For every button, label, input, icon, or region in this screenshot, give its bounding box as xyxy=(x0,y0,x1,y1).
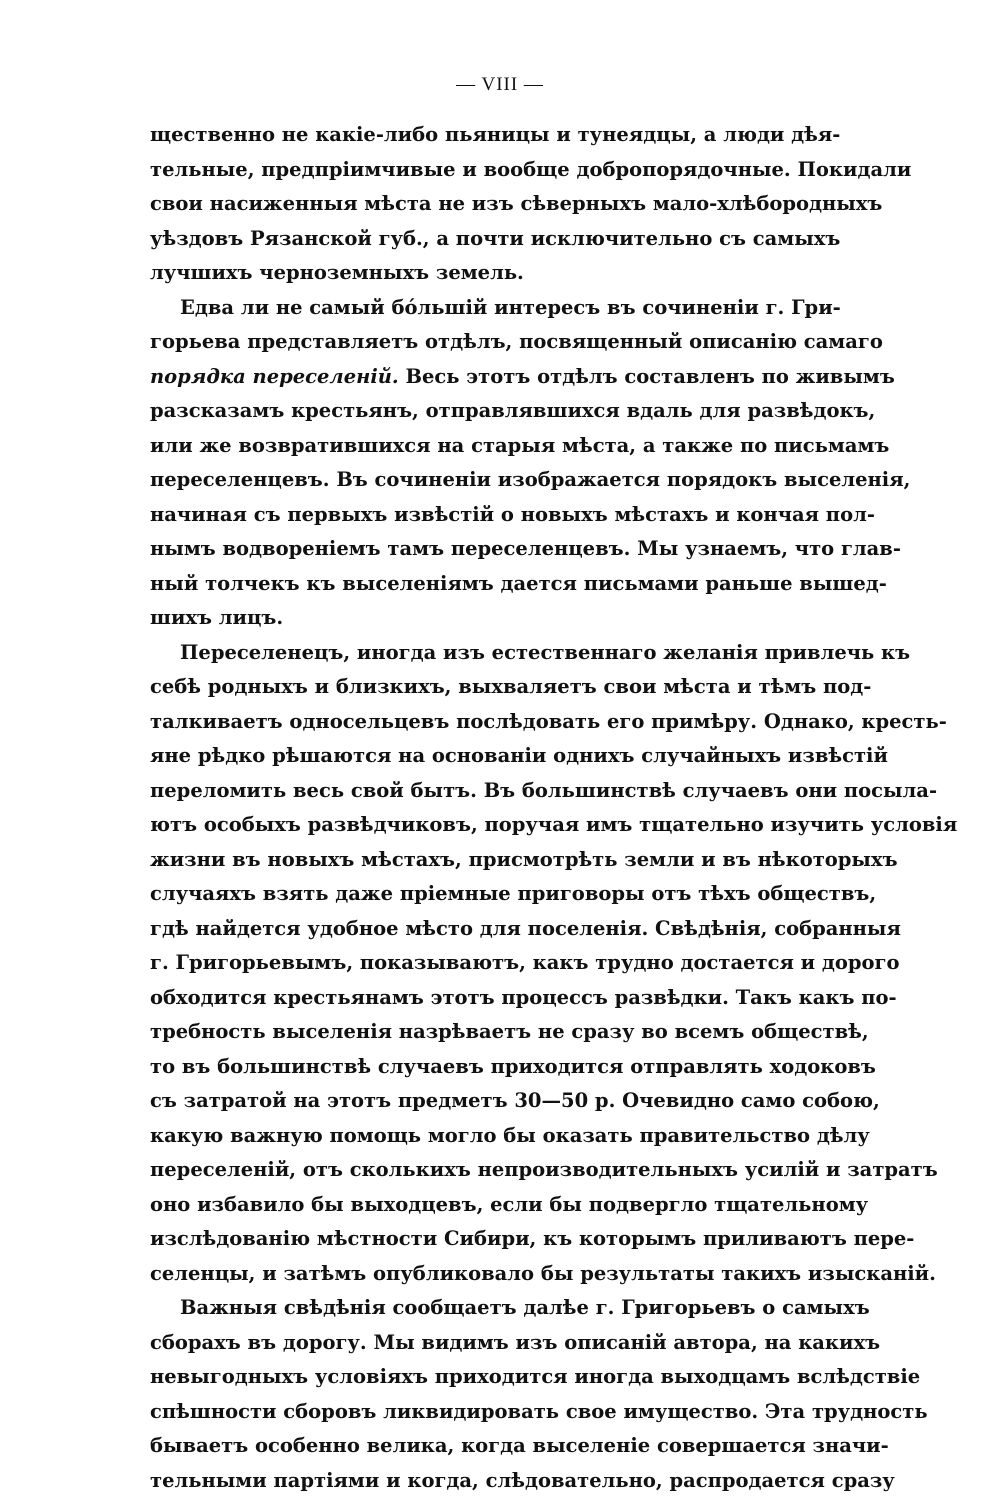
text-line: переломить весь свой бытъ. Въ большинствѣ случаевъ они посыла- xyxy=(150,774,825,809)
text-line: невыгодныхъ условіяхъ приходится иногда выходцамъ вслѣдствіе xyxy=(150,1360,825,1395)
text-line: свои насиженныя мѣста не изъ сѣверныхъ мало-хлѣбородныхъ xyxy=(150,187,825,222)
text-line: тельные, предпріимчивые и вообще добропорядочные. Покидали xyxy=(150,153,825,188)
text-line: спѣшности сборовъ ликвидировать свое имущество. Эта трудность xyxy=(150,1395,825,1430)
text-line: изслѣдованію мѣстности Сибири, къ которымъ приливаютъ пере- xyxy=(150,1222,825,1257)
text-line: щественно не какіе-либо пьяницы и тунеядцы, а люди дѣя- xyxy=(150,118,825,153)
text-line: бываетъ особенно велика, когда выселеніе совершается значи- xyxy=(150,1429,825,1464)
text-line: требность выселенія назрѣваетъ не сразу во всемъ обществѣ, xyxy=(150,1015,825,1050)
emphasized-phrase: порядка переселеній. xyxy=(150,365,399,388)
text-line: то въ большинствѣ случаевъ приходится отправлять ходоковъ xyxy=(150,1050,825,1085)
body-text xyxy=(150,118,825,1498)
text-line: горьева представляетъ отдѣлъ, посвященный описанію самаго xyxy=(150,325,825,360)
text-line: уѣздовъ Рязанской губ., а почти исключительно съ самыхъ xyxy=(150,222,825,257)
text-line: обходится крестьянамъ этотъ процессъ развѣдки. Такъ какъ по- xyxy=(150,981,825,1016)
text-line xyxy=(150,360,825,395)
text-line: тельными партіями и когда, слѣдовательно, распродается сразу xyxy=(150,1464,825,1498)
text-line: ютъ особыхъ развѣдчиковъ, поручая имъ тщательно изучить условія xyxy=(150,808,825,843)
paragraph xyxy=(150,636,825,1292)
text-line: сборахъ въ дорогу. Мы видимъ изъ описаній автора, на какихъ xyxy=(150,1326,825,1361)
text-line: Важныя свѣдѣнія сообщаетъ далѣе г. Григорьевъ о самыхъ xyxy=(150,1291,825,1326)
paragraph xyxy=(150,1291,825,1498)
text-line: какую важную помощь могло бы оказать правительство дѣлу xyxy=(150,1119,825,1154)
text-line: жизни въ новыхъ мѣстахъ, присмотрѣть земли и въ нѣкоторыхъ xyxy=(150,843,825,878)
paragraph xyxy=(150,118,825,291)
text-line: ный толчекъ къ выселеніямъ дается письмами раньше вышед- xyxy=(150,567,825,602)
text-line: начиная съ первыхъ извѣстій о новыхъ мѣстахъ и кончая пол- xyxy=(150,498,825,533)
line-continuation: Весь этотъ отдѣлъ составленъ по живымъ xyxy=(406,365,895,388)
page-number: — VIII — xyxy=(0,74,1000,96)
text-line: г. Григорьевымъ, показываютъ, какъ трудно достается и дорого xyxy=(150,946,825,981)
text-line: талкиваетъ односельцевъ послѣдовать его примѣру. Однако, кресть- xyxy=(150,705,825,740)
text-line: гдѣ найдется удобное мѣсто для поселенія. Свѣдѣнія, собранныя xyxy=(150,912,825,947)
text-line: Переселенецъ, иногда изъ естественнаго желанія привлечь къ xyxy=(150,636,825,671)
text-line: оно избавило бы выходцевъ, если бы подвергло тщательному xyxy=(150,1188,825,1223)
text-line: яне рѣдко рѣшаются на основаніи однихъ случайныхъ извѣстій xyxy=(150,739,825,774)
text-line: шихъ лицъ. xyxy=(150,601,825,636)
text-line: переселенцевъ. Въ сочиненіи изображается порядокъ выселенія, xyxy=(150,463,825,498)
text-line: переселеній, отъ сколькихъ непроизводительныхъ усилій и затратъ xyxy=(150,1153,825,1188)
paragraph xyxy=(150,291,825,636)
text-line: нымъ водвореніемъ тамъ переселенцевъ. Мы узнаемъ, что глав- xyxy=(150,532,825,567)
text-line: лучшихъ черноземныхъ земель. xyxy=(150,256,825,291)
text-line: селенцы, и затѣмъ опубликовало бы результаты такихъ изысканій. xyxy=(150,1257,825,1292)
text-line: или же возвратившихся на старыя мѣста, а также по письмамъ xyxy=(150,429,825,464)
text-line: случаяхъ взять даже пріемные приговоры отъ тѣхъ обществъ, xyxy=(150,877,825,912)
text-line: разсказамъ крестьянъ, отправлявшихся вдаль для развѣдокъ, xyxy=(150,394,825,429)
text-line: съ затратой на этотъ предметъ 30—50 р. Очевидно само собою, xyxy=(150,1084,825,1119)
text-line: Едва ли не самый бóльшій интересъ въ сочиненіи г. Гри- xyxy=(150,291,825,326)
text-line: себѣ родныхъ и близкихъ, выхваляетъ свои мѣста и тѣмъ под- xyxy=(150,670,825,705)
